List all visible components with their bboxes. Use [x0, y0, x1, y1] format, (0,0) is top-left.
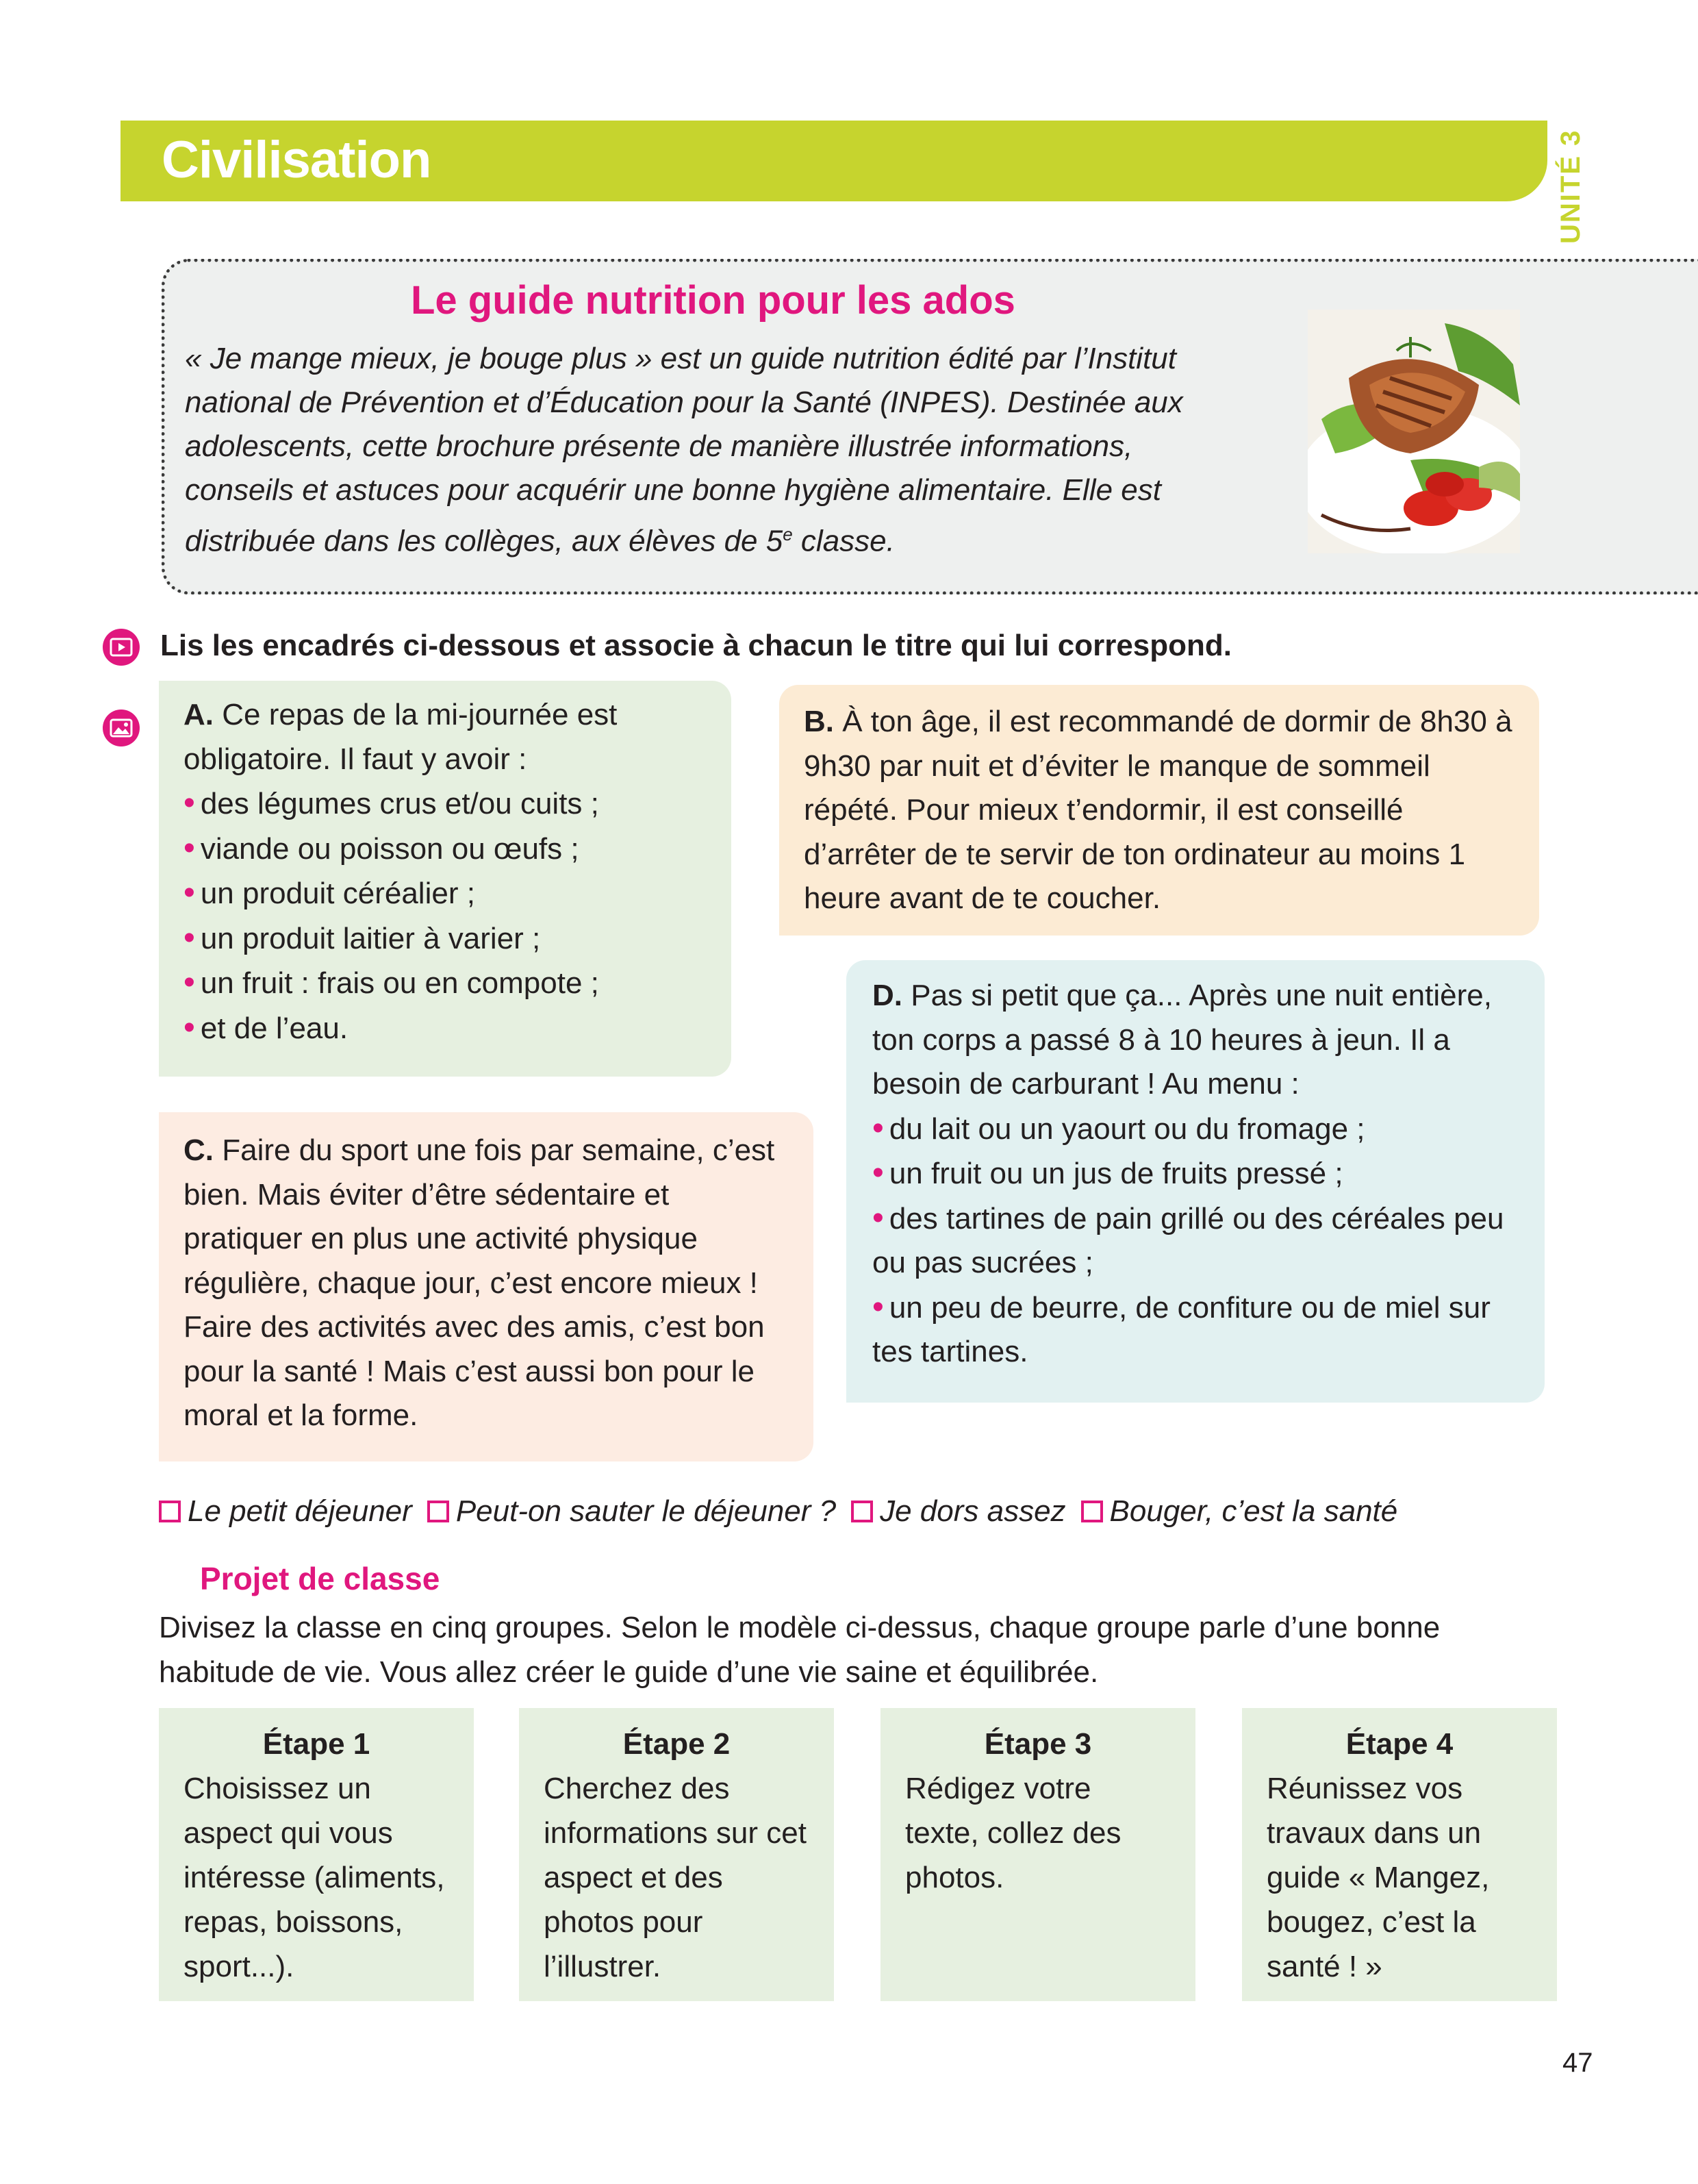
page-number: 47: [1562, 2048, 1593, 2078]
card-d-breakfast: [846, 960, 1545, 1403]
step-text: Cherchez des informations sur cet aspect et des photos pour l’illustrer.: [544, 1772, 807, 1983]
list-item: • viande ou poisson ou œufs ;: [183, 827, 707, 872]
intro-line: national de Prévention et d’Éducation pour la Santé (INPES). Destinée aux: [185, 386, 1183, 419]
step-card: [1242, 1708, 1557, 2001]
intro-line: adolescents, cette brochure présente de manière illustrée informations,: [185, 429, 1133, 463]
list-item: • des tartines de pain grillé ou des céréales peu ou pas sucrées ;: [872, 1196, 1519, 1285]
projet-text: Divisez la classe en cinq groupes. Selon le modèle ci-dessus, chaque groupe parle d’une bonne habitude de vie. Vous allez créer le guide d’une vie saine et équilibrée.: [159, 1611, 1441, 1689]
intro-paragraph: [185, 337, 1301, 564]
checkbox[interactable]: [159, 1501, 181, 1522]
video-icon[interactable]: [103, 629, 140, 666]
card-c-sport: C. Faire du sport une fois par semaine, c’est bien. Mais éviter d’être sédentaire et pratiquer en plus une activité physique régulière, chaque jour, c’est encore mieux ! Faire des activités avec des amis, c’est bon pour la santé ! Mais c’est aussi bon pour le moral et la forme.: [159, 1112, 813, 1461]
card-a-lunch: [159, 681, 731, 1077]
step-title: Étape 3: [984, 1727, 1092, 1761]
step-text: Choisissez un aspect qui vous intéresse (aliments, repas, boissons, sport...).: [183, 1772, 445, 1983]
step-card: [880, 1708, 1195, 2001]
card-b-sleep: B. À ton âge, il est recommandé de dormir de 8h30 à 9h30 par nuit et d’éviter le manque de sommeil répété. Pour mieux t’endormir, il est conseillé d’arrêter de te servir de ton ordinateur au moins 1 heure avant de te coucher.: [779, 685, 1539, 936]
step-card: [159, 1708, 474, 2001]
image-icon[interactable]: [103, 710, 140, 746]
list-item: • un produit laitier à varier ;: [183, 916, 707, 962]
card-a-list: [183, 781, 707, 1051]
step-title: Étape 4: [1345, 1727, 1454, 1761]
list-item: • et de l’eau.: [183, 1006, 707, 1051]
projet-title: Projet de classe: [200, 1561, 440, 1596]
step-card: [519, 1708, 834, 2001]
title-options: [159, 1494, 1397, 1529]
list-item: • des légumes crus et/ou cuits ;: [183, 781, 707, 827]
unit-label: UNITÉ 3: [1556, 129, 1586, 244]
list-item: • un produit céréalier ;: [183, 871, 707, 916]
grilled-salmon-salad-photo: [1308, 310, 1520, 553]
card-a-intro: A. Ce repas de la mi-journée est obligatoire. Il faut y avoir :: [183, 698, 618, 776]
step-title: Étape 2: [622, 1727, 731, 1761]
option-item[interactable]: Le petit déjeuner: [159, 1494, 412, 1529]
list-item: • un peu de beurre, de confiture ou de miel sur tes tartines.: [872, 1285, 1519, 1375]
option-item[interactable]: Bouger, c’est la santé: [1081, 1494, 1398, 1529]
list-item: • un fruit : frais ou en compote ;: [183, 961, 707, 1006]
intro-line: conseils et astuces pour acquérir une bonne hygiène alimentaire. Elle est: [185, 473, 1161, 507]
checkbox[interactable]: [851, 1501, 873, 1522]
checkbox[interactable]: [1081, 1501, 1103, 1522]
list-item: • du lait ou un yaourt ou du fromage ;: [872, 1107, 1519, 1152]
intro-line: distribuée dans les collèges, aux élèves de 5e classe.: [185, 524, 895, 558]
option-item[interactable]: Peut-on sauter le déjeuner ?: [427, 1494, 836, 1529]
page-title: Civilisation: [162, 131, 431, 189]
card-d-intro: D. Pas si petit que ça... Après une nuit entière, ton corps a passé 8 à 10 heures à jeun. Il a besoin de carburant ! Au menu :: [872, 979, 1492, 1101]
instruction-text: Lis les encadrés ci-dessous et associe à chacun le titre qui lui correspond.: [160, 629, 1232, 662]
option-item[interactable]: Je dors assez: [851, 1494, 1065, 1529]
card-d-list: [872, 1107, 1519, 1375]
step-text: Réunissez vos travaux dans un guide « Mangez, bougez, c’est la santé ! »: [1267, 1772, 1490, 1983]
list-item: • un fruit ou un jus de fruits pressé ;: [872, 1151, 1519, 1196]
intro-title: Le guide nutrition pour les ados: [411, 278, 1015, 323]
step-text: Rédigez votre texte, collez des photos.: [905, 1772, 1122, 1894]
step-title: Étape 1: [262, 1727, 370, 1761]
checkbox[interactable]: [427, 1501, 449, 1522]
intro-line: « Je mange mieux, je bouge plus » est un guide nutrition édité par l’Institut: [185, 342, 1177, 375]
